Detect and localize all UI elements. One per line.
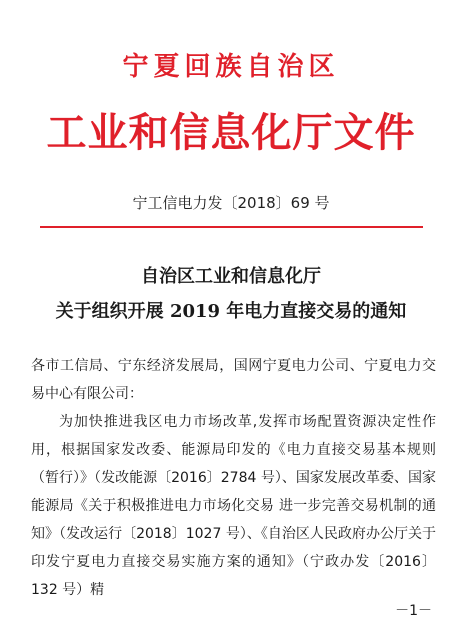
notice-title-line2: 关于组织开展 2019 年电力直接交易的通知 [55,301,407,322]
header-document-title: 工业和信息化厅文件 [46,109,416,156]
notice-title-line1: 自治区工业和信息化厅 [141,266,321,287]
red-divider [40,226,423,228]
document-body [31,352,436,604]
document-number: 宁工信电力发〔2018〕69 号 [132,194,330,212]
body-paragraph: 为加快推进我区电力市场改革,发挥市场配置资源决定性作用，根据国家发改委、能源局印发的《电力直接交易基本规则（暂行）》（发改能源〔2016〕2784 号）、国家发展改革委、国家能源局《关于积极推进电力市场化交易 进一步完善交易机制的通知》（发改运行〔2018〕1027 号）、《自治区人民政府办公厅关于印发宁夏电力直接交易实施方案的通知》（宁政办发〔2016〕132 号）精 [31,414,436,598]
header-region: 宁夏回族自治区 [122,52,340,82]
recipients: 各市工信局、宁东经济发展局，国网宁夏电力公司、宁夏电力交易中心有限公司： [31,358,436,402]
page-number: －1－ [395,603,432,619]
